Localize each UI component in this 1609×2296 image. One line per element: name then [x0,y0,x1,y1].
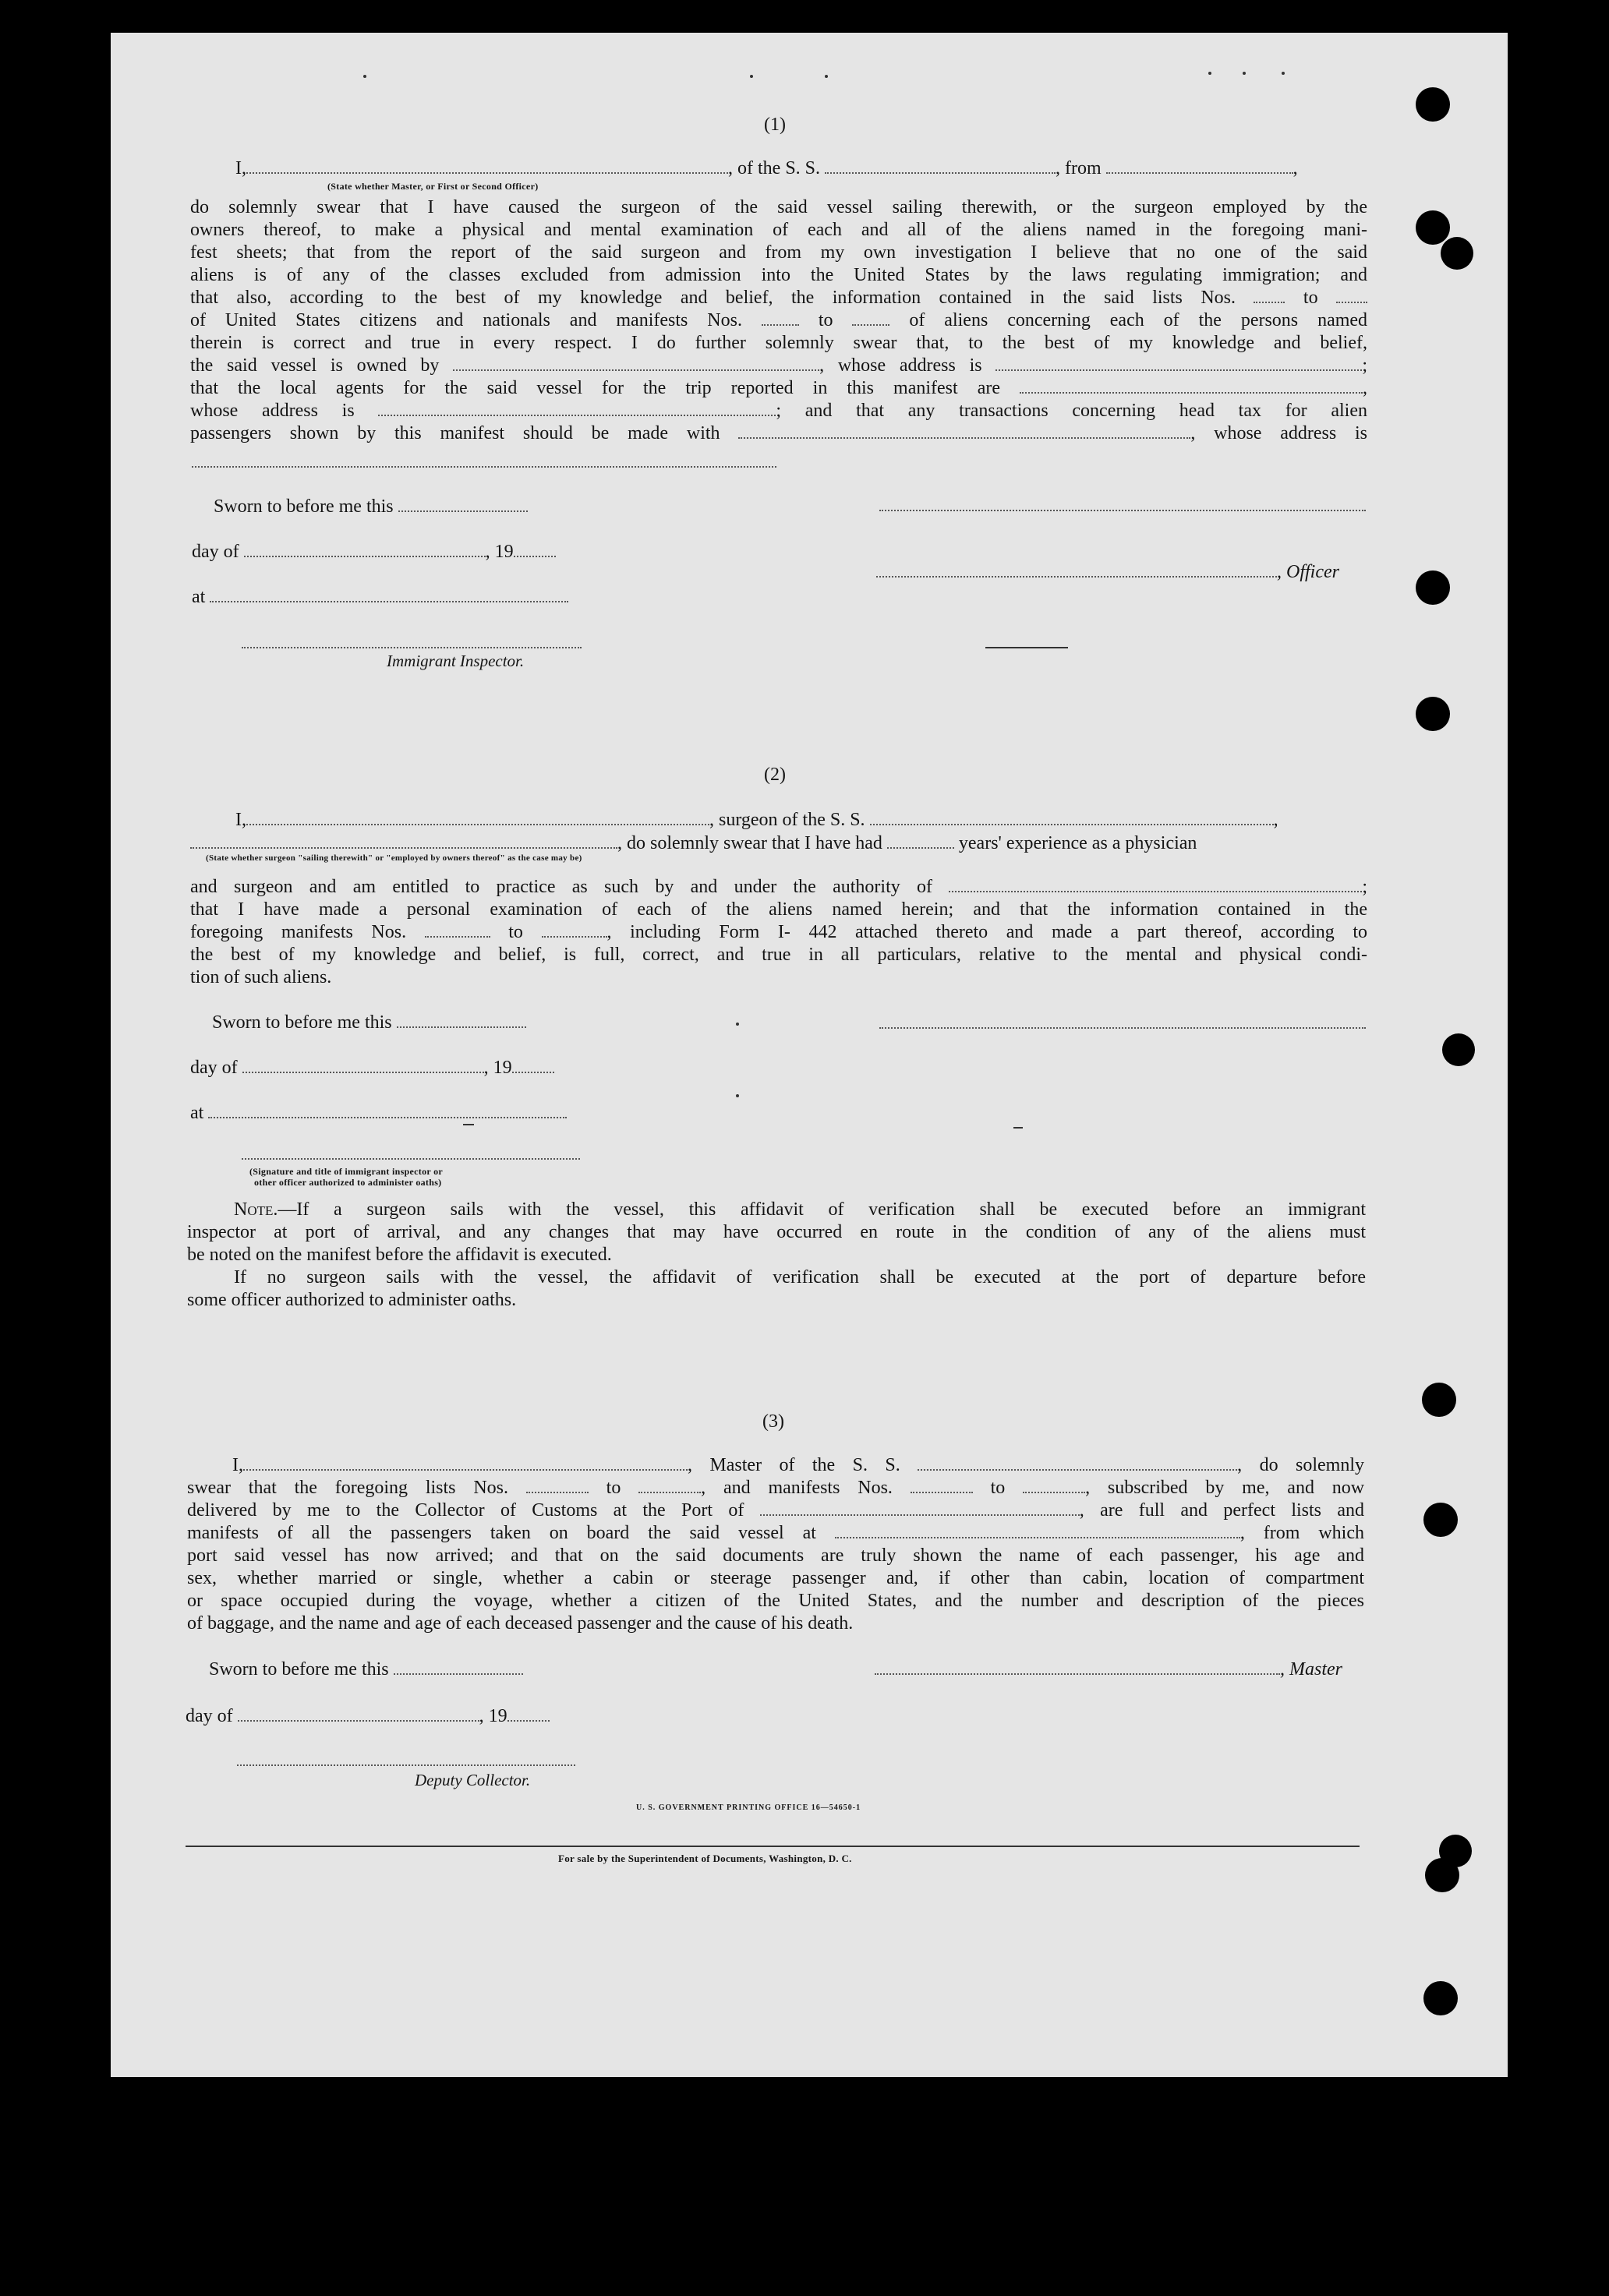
punch-hole [1422,1383,1456,1417]
field-note: (State whether Master, or First or Second Officer) [327,181,539,192]
signature-note: other officer authorized to administer oaths) [254,1177,442,1188]
inspector-title: Immigrant Inspector. [387,652,525,670]
punch-hole [1423,1981,1458,2015]
oath-body: and surgeon and am entitled to practice as such by and under the authority of ; that I have made a personal examination of each of the aliens named herein; and that the information contained in the foregoing manifests Nos. to , including Form I- 442 attached thereto and made a part thereof, according to the best of my knowledge and belief, is full, correct, and true in all particulars, relative to the mental and physical condi- tion of such aliens. [190,877,1368,987]
punch-hole [1442,1033,1475,1066]
section-number: (2) [764,765,786,785]
print-speck [1243,72,1246,75]
printing-office-imprint: U. S. GOVERNMENT PRINTING OFFICE 16—54650-1 [636,1803,861,1812]
note-paragraph: Note.—If a surgeon sails with the vessel, this affidavit of verification shall be executed before an immigrant inspector at port of arrival, and any changes that may have occurred en route in the condition of any of the aliens must be noted on the manifest before the affidavit is executed. If no surgeon sails with the vessel, the affidavit of verification shall be executed at the port of departure before some officer authorized to administer oaths. [187,1199,1366,1310]
punch-hole [1416,697,1450,731]
oath-body: do solemnly swear that I have caused the surgeon of the said vessel sailing therewith, or the surgeon employed by the owners thereof, to make a physical and mental examination of each and all of the aliens named in the foregoing mani- fest sheets; that from the report of the said surgeon and from my own investigation I believe that no one of the said aliens is of any of the classes excluded from admission into the United States by the laws regulating immigration; and that also, according to the best of my knowledge and belief, the information contained in the said lists Nos. to of United States citizens and nationals and manifests Nos. to of aliens concerning each of the persons named therein is correct and true in every respect. I do further solemnly swear that, to the best of my knowledge and belief, the said vessel is owned by , whose address is ; that the local agents for the said vessel for the trip reported in this manifest are , whose address is ; and that any transactions concerning head tax for alien passengers shown by this manifest should be made with , whose address is [190,197,1368,443]
footer-sale-notice: For sale by the Superintendent of Documents, Washington, D. C. [558,1853,852,1864]
punch-hole [1441,237,1473,270]
section-number: (3) [762,1411,784,1432]
master-signature-label: , Master [875,1658,1342,1680]
at-label: at [190,1102,567,1124]
day-of-label: day of , 19 [190,1057,554,1079]
day-of-label: day of , 19 [192,541,556,563]
signature-mark [463,1124,474,1125]
print-speck [1208,72,1211,75]
at-label: at [192,586,568,608]
signature-note: (Signature and title of immigrant inspector or [249,1166,444,1177]
signature-line [242,1158,580,1160]
oath-line: I, , of the S. S. , from , [235,158,1298,178]
deputy-collector-title: Deputy Collector. [415,1771,531,1789]
signature-line [879,510,1366,511]
signature-mark [1013,1127,1023,1129]
section-number: (1) [764,115,786,135]
punch-hole [1425,1858,1459,1892]
print-speck [825,75,828,78]
print-speck [736,1023,739,1026]
punch-hole [1416,87,1450,122]
signature-mark [985,647,1068,648]
punch-hole [1423,1503,1458,1537]
day-of-label: day of , 19 [186,1705,550,1727]
address-line [192,466,776,468]
field-note: (State whether surgeon "sailing therewith" or "employed by owners thereof" as the case may be) [206,853,582,863]
print-speck [363,75,366,78]
print-speck [736,1094,739,1097]
oath-line: I, , surgeon of the S. S. , [235,810,1278,830]
footer-rule [186,1846,1360,1847]
punch-hole [1416,570,1450,605]
officer-label: , Officer [876,561,1339,583]
oath-body: I, , Master of the S. S. , do solemnly swear that the foregoing lists Nos. to , and manifests Nos. to , subscribed by me, and now delivered by me to the Collector of Customs at the Port of , are full and perfect lists and manifests of all the passengers taken on board the said vessel at , from which port said vessel has now arrived; and that on the said documents are truly shown the name of each passenger, his age and sex, whether married or single, whether a cabin or steerage passenger and, if other than cabin, location of compartment or space occupied during the voyage, whether a citizen of the United States, and the number and description of the pieces of baggage, and the name and age of each deceased passenger and the cause of his death. [187,1455,1365,1634]
signature-line [237,1764,575,1766]
signature-line [879,1027,1366,1029]
sworn-label: Sworn to before me this [212,1012,526,1033]
signature-line [242,647,582,648]
sworn-label: Sworn to before me this [214,496,528,517]
sworn-label: Sworn to before me this [209,1658,523,1680]
print-speck [750,75,753,78]
print-speck [1282,72,1285,75]
punch-hole [1416,210,1450,245]
oath-line: , do solemnly swear that I have had years' experience as a physician [190,832,1197,854]
